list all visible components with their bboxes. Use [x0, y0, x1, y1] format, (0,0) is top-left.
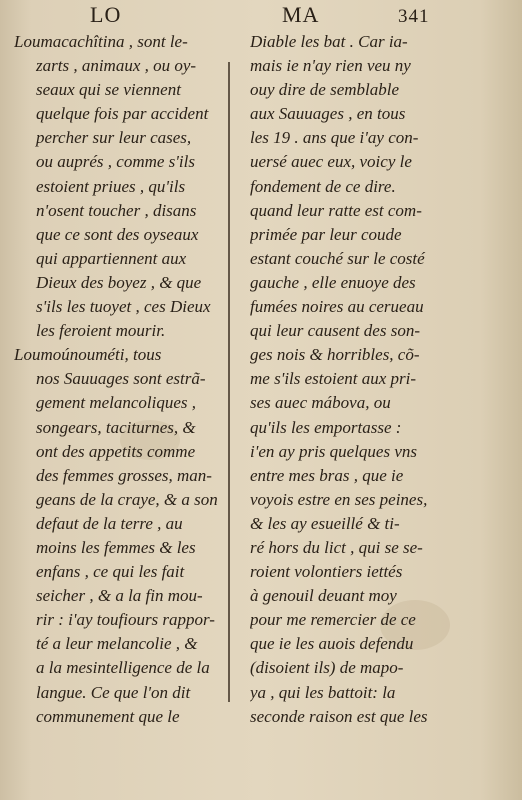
text-line: entre mes bras , que ie — [250, 465, 404, 485]
text-line: (disoient ils) de mapo- — [250, 658, 404, 678]
text-line: n'osent toucher , disans — [36, 200, 197, 220]
right-column — [250, 30, 512, 729]
running-head-left: LO — [90, 2, 122, 27]
dictionary-entry-line: Loumacachîtina , sont le- — [14, 32, 188, 51]
text-line: té a leur melancolie , & — [36, 634, 198, 654]
text-line: estoient priues , qu'ils — [36, 176, 186, 196]
text-line: zarts , animaux , ou oy- — [36, 56, 197, 76]
text-line: quand leur ratte est com- — [250, 200, 422, 220]
text-line: percher sur leur cases, — [36, 128, 192, 148]
text-line: qu'ils les emportasse : — [250, 417, 402, 437]
text-line: des femmes grosses, man- — [36, 465, 212, 485]
text-line: seaux qui se viennent — [36, 80, 181, 100]
text-line: fumées noires au cerueau — [250, 297, 424, 317]
text-line: roient volontiers iettés — [250, 562, 403, 582]
text-line: Diable les bat . Car ia- — [250, 32, 408, 51]
text-line: fondement de ce dire. — [250, 176, 396, 196]
text-line: primée par leur coude — [250, 224, 402, 244]
text-line: ses auec mábova, ou — [250, 393, 391, 413]
text-line: ou auprés , comme s'ils — [36, 152, 195, 172]
text-line: ré hors du lict , qui se se- — [250, 537, 423, 557]
text-line: ont des appetits comme — [36, 441, 196, 461]
text-line: i'en ay pris quelques vns — [250, 441, 417, 461]
text-line: s'ils les tuoyet , ces Dieux — [36, 297, 211, 317]
text-line: enfans , ce qui les fait — [36, 562, 185, 582]
text-line: que ce sont des oyseaux — [36, 224, 199, 244]
text-line: quelque fois par accident — [36, 104, 209, 124]
text-line: les 19 . ans que i'ay con- — [250, 128, 419, 148]
text-line: que ie les auois defendu — [250, 634, 414, 654]
text-line: langue. Ce que l'on dit — [36, 682, 191, 702]
text-line: gauche , elle enuoye des — [250, 272, 416, 292]
text-line: qui appartiennent aux — [36, 248, 187, 268]
text-line: mais ie n'ay rien veu ny — [250, 56, 411, 76]
text-line: ya , qui les battoit: la — [250, 682, 396, 702]
text-line: a la mesintelligence de la — [36, 658, 210, 678]
running-head — [0, 0, 522, 30]
text-line: voyois estre en ses peines, — [250, 489, 428, 509]
column-divider — [228, 62, 230, 702]
dictionary-entry-line: Loumoúnouméti, tous — [14, 345, 162, 365]
text-line: seconde raison est que les — [250, 706, 428, 726]
text-line: me s'ils estoient aux pri- — [250, 369, 417, 389]
text-line: qui leur causent des son- — [250, 321, 420, 341]
text-line: uersé auec eux, voicy le — [250, 152, 412, 172]
text-line: moins les femmes & les — [36, 537, 196, 557]
text-line: songears, taciturnes, & — [36, 417, 196, 437]
text-line: aux Sauuages , en tous — [250, 104, 406, 124]
text-line: & les ay esueillé & ti- — [250, 513, 400, 533]
text-line: seicher , & a la fin mou- — [36, 586, 203, 606]
text-line: nos Sauuages sont estrã- — [36, 369, 206, 389]
text-line: ouy dire de semblable — [250, 80, 400, 100]
text-line: à genouil deuant moy — [250, 586, 397, 606]
text-line: Dieux des boyez , & que — [36, 272, 202, 292]
text-line: geans de la craye, & a son — [36, 489, 218, 509]
text-line: les feroient mourir. — [36, 321, 166, 341]
text-line: gement melancoliques , — [36, 393, 197, 413]
text-line: estant couché sur le costé — [250, 248, 425, 268]
text-line: pour me remercier de ce — [250, 610, 416, 630]
left-column — [14, 30, 220, 729]
page-number: 341 — [398, 6, 430, 27]
text-line: ges nois & horribles, cõ- — [250, 345, 420, 365]
running-head-right: MA — [282, 2, 320, 27]
text-line: communement que le — [36, 706, 180, 726]
text-line: rir : i'ay toufiours rappor- — [36, 610, 215, 630]
text-line: defaut de la terre , au — [36, 513, 183, 533]
